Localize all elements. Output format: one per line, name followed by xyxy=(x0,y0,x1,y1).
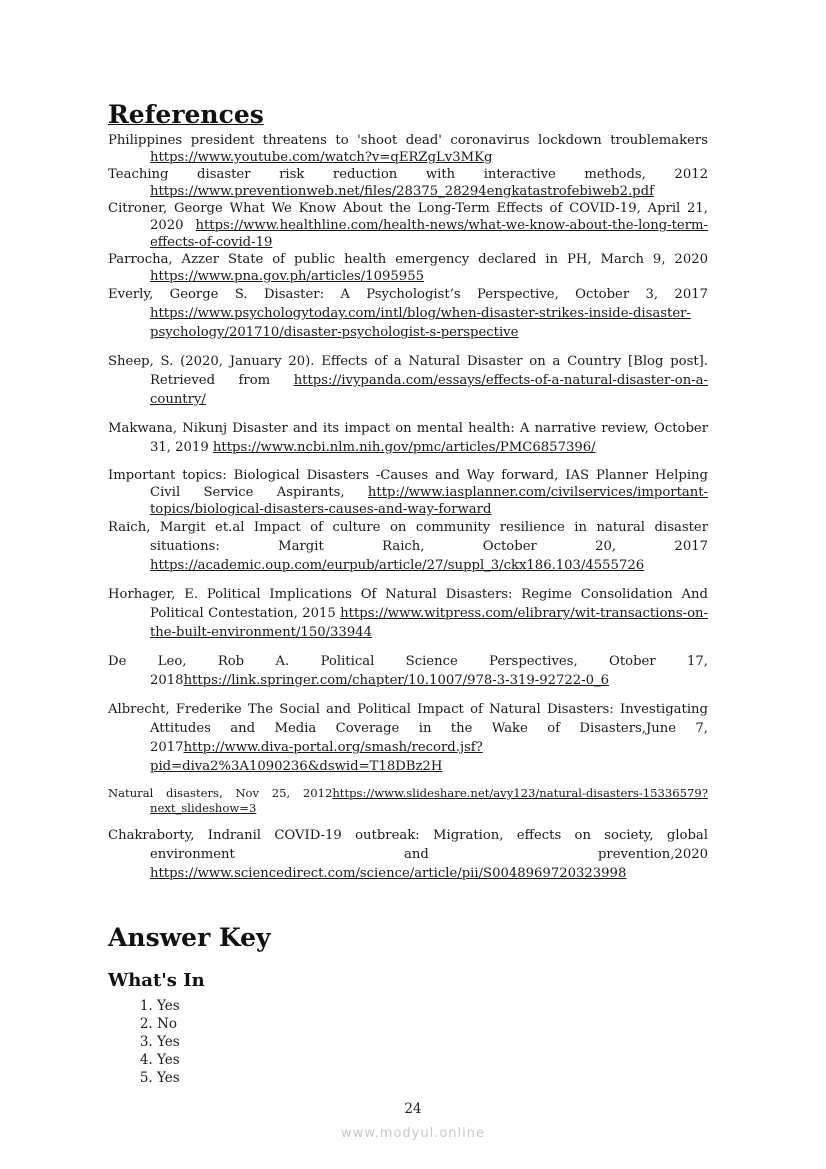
answer-item: 3. Yes xyxy=(157,1033,708,1051)
answer-list xyxy=(108,997,708,1087)
answer-item: 1. Yes xyxy=(157,997,708,1015)
reference-item: Teaching disaster risk reduction with interactive methods, 2012 https://www.preventionweb.net/files/28375_28294engkatastrofebiweb2.pdf xyxy=(108,167,708,199)
references-heading: References xyxy=(108,100,264,129)
answer-item: 4. Yes xyxy=(157,1051,708,1069)
reference-link[interactable]: http://www.iasplanner.com/civilservices/important-topics/biological-disasters-causes-and-way-forward xyxy=(150,485,708,517)
reference-item: Chakraborty, Indranil COVID-19 outbreak: Migration, effects on society, global environment and prevention,2020 https://www.sciencedirect.com/science/article/pii/S0048969720323998 xyxy=(108,828,708,881)
reference-link[interactable]: https://www.pna.gov.ph/articles/1095955 xyxy=(150,269,424,284)
reference-item: Makwana, Nikunj Disaster and its impact on mental health: A narrative review, October 31, 2019 https://www.ncbi.nlm.nih.gov/pmc/articles/PMC6857396/ xyxy=(108,421,708,455)
reference-link[interactable]: https://www.witpress.com/elibrary/wit-transactions-on-the-built-environment/150/33944 xyxy=(150,606,708,640)
reference-item: Citroner, George What We Know About the Long-Term Effects of COVID-19, April 21, 2020 https://www.healthline.com/health-news/what-we-know-about-the-long-term-effects-of-covid-19 xyxy=(108,201,708,250)
reference-link[interactable]: https://www.youtube.com/watch?v=qERZgLv3MKg xyxy=(150,150,493,165)
reference-item: Sheep, S. (2020, January 20). Effects of a Natural Disaster on a Country [Blog post]. Retrieved from https://ivypanda.com/essays/effects-of-a-natural-disaster-on-a-country/ xyxy=(108,354,708,407)
reference-item: Parrocha, Azzer State of public health emergency declared in PH, March 9, 2020 https://www.pna.gov.ph/articles/1095955 xyxy=(108,252,708,284)
whats-in-heading: What's In xyxy=(108,970,205,991)
reference-link[interactable]: https://www.healthline.com/health-news/what-we-know-about-the-long-term-effects-of-covid-19 xyxy=(150,218,708,250)
answer-item: 5. Yes xyxy=(157,1069,708,1087)
reference-item: Albrecht, Frederike The Social and Political Impact of Natural Disasters: Investigating Attitudes and Media Coverage in the Wake of Disasters,June 7, 2017http://www.diva-portal.org/smash/record.jsf?pid=diva2%3A1090236&dswid=T18DBz2H xyxy=(108,702,708,774)
reference-link[interactable]: https://academic.oup.com/eurpub/article/27/suppl_3/ckx186.103/4555726 xyxy=(150,558,645,573)
reference-link[interactable]: https://www.psychologytoday.com/intl/blog/when-disaster-strikes-inside-disaster-psychology/201710/disaster-psychologist-s-perspective xyxy=(150,306,691,340)
page-number: 24 xyxy=(404,1101,422,1117)
watermark: www.modyul.online xyxy=(340,1126,486,1141)
reference-link[interactable]: https://www.slideshare.net/avy123/natural-disasters-15336579?next_slideshow=3 xyxy=(150,786,708,815)
reference-item: Natural disasters, Nov 25, 2012https://www.slideshare.net/avy123/natural-disasters-15336579?next_slideshow=3 xyxy=(108,786,708,815)
reference-link[interactable]: https://www.preventionweb.net/files/28375_28294engkatastrofebiweb2.pdf xyxy=(150,184,654,199)
reference-item: De Leo, Rob A. Political Science Perspectives, Otober 17, 2018https://link.springer.com/chapter/10.1007/978-3-319-92722-0_6 xyxy=(108,654,708,688)
reference-link[interactable]: http://www.diva-portal.org/smash/record.jsf?pid=diva2%3A1090236&dswid=T18DBz2H xyxy=(150,740,483,774)
reference-item: Everly, George S. Disaster: A Psychologist’s Perspective, October 3, 2017 https://www.psychologytoday.com/intl/blog/when-disaster-strikes-inside-disaster-psychology/201710/disaster-psychologist-s-perspective xyxy=(108,287,708,340)
reference-item: Philippines president threatens to 'shoot dead' coronavirus lockdown troublemakers https://www.youtube.com/watch?v=qERZgLv3MKg xyxy=(108,133,708,165)
reference-item: Horhager, E. Political Implications Of Natural Disasters: Regime Consolidation And Political Contestation, 2015 https://www.witpress.com/elibrary/wit-transactions-on-the-built-environment/150/33944 xyxy=(108,587,708,640)
reference-item: Raich, Margit et.al Impact of culture on community resilience in natural disaster situations: Margit Raich, October 20, 2017 https://academic.oup.com/eurpub/article/27/suppl_3/ckx186.103/4555726 xyxy=(108,520,708,573)
reference-link[interactable]: https://www.sciencedirect.com/science/article/pii/S0048969720323998 xyxy=(150,866,627,881)
document-page xyxy=(108,98,708,1087)
reference-item: Important topics: Biological Disasters -Causes and Way forward, IAS Planner Helping Civil Service Aspirants, http://www.iasplanner.com/civilservices/important-topics/biological-disasters-causes-and-way-forward xyxy=(108,468,708,517)
reference-link[interactable]: https://www.ncbi.nlm.nih.gov/pmc/articles/PMC6857396/ xyxy=(212,440,596,455)
answer-item: 2. No xyxy=(157,1015,708,1033)
answer-key-heading: Answer Key xyxy=(108,923,271,952)
reference-link[interactable]: https://link.springer.com/chapter/10.1007/978-3-319-92722-0_6 xyxy=(183,673,609,688)
reference-link[interactable]: https://ivypanda.com/essays/effects-of-a-natural-disaster-on-a-country/ xyxy=(150,373,708,407)
